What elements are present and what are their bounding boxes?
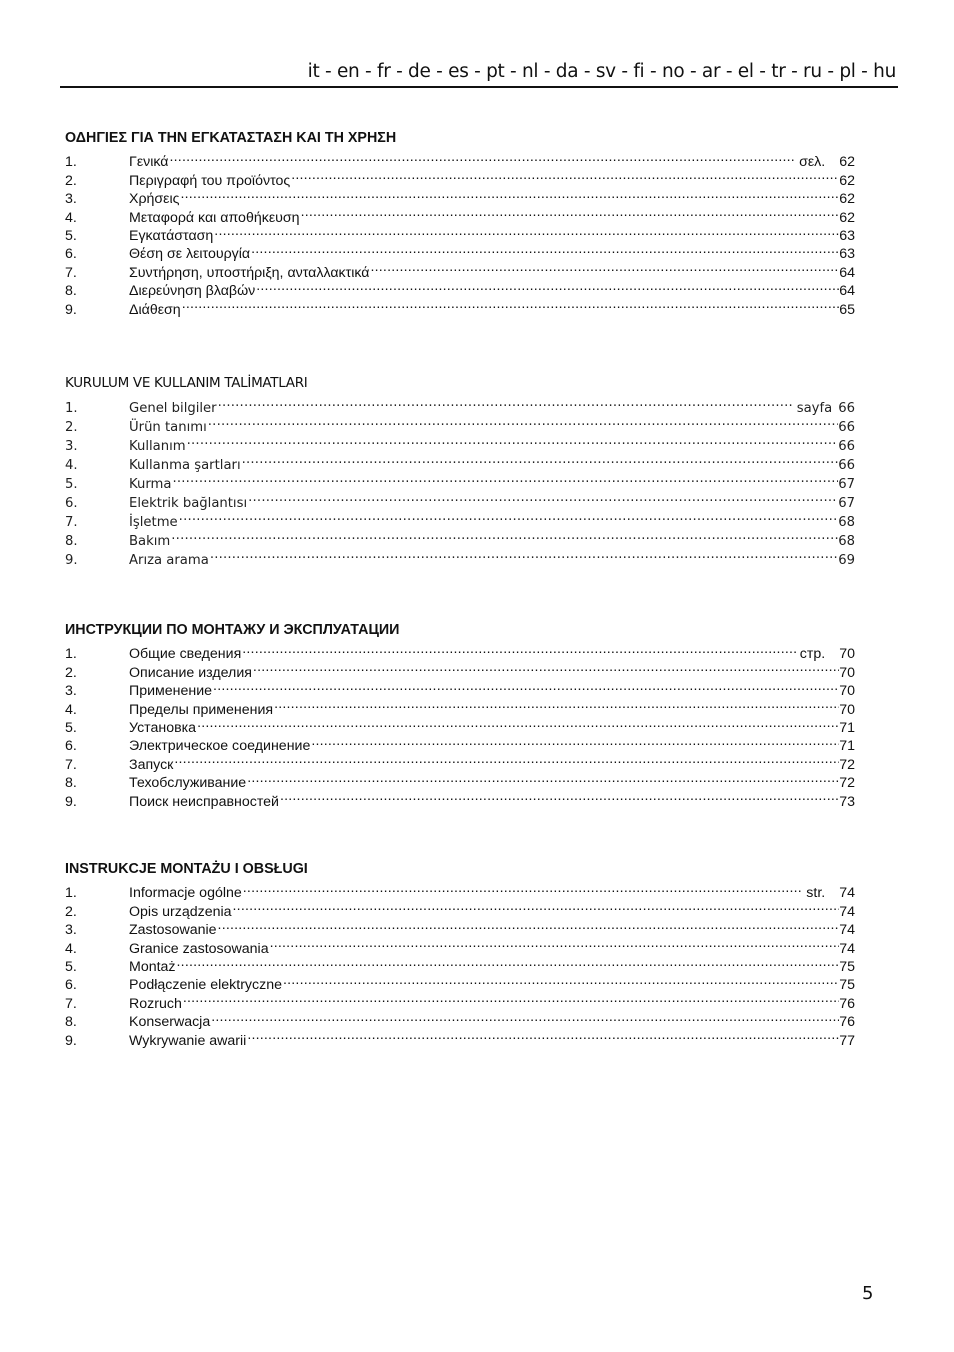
toc-item-label: Χρήσεις <box>129 191 180 208</box>
toc-section-turkish <box>65 373 855 568</box>
toc-item-page: 62 <box>839 209 855 226</box>
section-title: ИНСТРУКЦИИ ПО МОНТАЖУ И ЭКСПЛУАТАЦИИ <box>65 622 400 638</box>
language-header <box>60 58 898 88</box>
toc-item-page: 70 <box>839 646 855 663</box>
toc-row <box>65 750 855 773</box>
toc-item-number: 8. <box>65 1014 77 1031</box>
toc-item-page: 70 <box>839 664 855 681</box>
page-prefix: σελ. <box>799 154 826 171</box>
toc-item-number: 2. <box>65 664 77 681</box>
dot-leader <box>178 507 839 526</box>
toc-item-number: 8. <box>65 775 77 792</box>
toc-item-page: 66 <box>838 439 855 454</box>
toc-item-page: 75 <box>839 958 855 975</box>
toc-row <box>65 185 855 208</box>
toc-item-label: Описание изделия <box>129 664 252 681</box>
dot-leader <box>176 953 840 971</box>
dot-leader <box>279 787 839 805</box>
toc-item-label: Γενικά <box>129 154 169 171</box>
toc-item-number: 1. <box>65 154 77 171</box>
toc-item-label: Установка <box>129 719 197 736</box>
toc-item-label: Ürün tanımı <box>129 420 207 435</box>
dot-leader <box>196 714 839 732</box>
toc-item-label: Granice zastosowania <box>129 940 269 957</box>
dot-leader <box>273 695 839 713</box>
toc-row <box>65 166 855 189</box>
toc-item-label: Wykrywanie awarii <box>129 1032 247 1049</box>
toc-item-page: 63 <box>839 227 855 244</box>
toc-row <box>65 148 855 171</box>
toc-item-number: 4. <box>65 701 77 718</box>
toc-item-page: 77 <box>839 1032 855 1049</box>
dot-leader <box>207 412 838 431</box>
page-number: 5 <box>862 1283 874 1304</box>
toc-item-label: Opis urządzenia <box>129 903 232 920</box>
toc-item-page: 66 <box>838 458 855 473</box>
dot-leader <box>209 545 838 564</box>
toc-row <box>65 507 855 530</box>
toc-row <box>65 526 855 549</box>
page-prefix: str. <box>806 885 826 902</box>
toc-item-page: 74 <box>839 922 855 939</box>
dot-leader <box>310 732 839 750</box>
toc-item-label: Техобслуживание <box>129 775 247 792</box>
toc-item-page: 63 <box>839 246 855 263</box>
toc-item-number: 3. <box>65 922 77 939</box>
toc-item-page: 62 <box>839 191 855 208</box>
toc-item-page: 70 <box>839 683 855 700</box>
toc-item-page: 64 <box>839 264 855 281</box>
dot-leader <box>246 1026 839 1044</box>
dot-leader <box>252 658 839 676</box>
toc-item-number: 6. <box>65 977 77 994</box>
toc-item-label: Μεταφορά και αποθήκευση <box>129 209 300 226</box>
toc-item-number: 7. <box>65 264 77 281</box>
toc-item-label: Podłączenie elektryczne <box>129 977 282 994</box>
dot-leader <box>170 526 838 545</box>
toc-item-label: Elektrik bağlantısı <box>129 496 248 511</box>
toc-item-number: 9. <box>65 553 78 568</box>
toc-item-label: Rozruch <box>129 995 182 1012</box>
dot-leader <box>210 1008 839 1026</box>
dot-leader <box>250 240 839 258</box>
toc-item-page: 65 <box>839 301 855 318</box>
toc-item-label: Εγκατάσταση <box>129 227 214 244</box>
toc-item-number: 5. <box>65 719 77 736</box>
toc-item-number: 2. <box>65 172 77 189</box>
toc-item-number: 6. <box>65 738 77 755</box>
section-title: ΟΔΗΓΙΕΣ ΓΙΑ ΤΗΝ ΕΓΚΑΤΑΣΤΑΣΗ ΚΑΙ ΤΗ ΧΡΗΣΗ <box>65 130 397 146</box>
dot-leader <box>182 989 839 1007</box>
toc-item-number: 7. <box>65 995 77 1012</box>
toc-item-page: 67 <box>838 477 855 492</box>
toc-item-number: 1. <box>65 401 78 416</box>
toc-item-page: 67 <box>838 496 855 511</box>
toc-item-page: 72 <box>839 756 855 773</box>
toc-item-page: 69 <box>838 553 855 568</box>
dot-leader <box>180 185 840 203</box>
toc-item-page: 76 <box>839 1014 855 1031</box>
section-title: KURULUM VE KULLANIM TALİMATLARI <box>65 375 308 391</box>
toc-item-label: Genel bilgiler <box>129 401 217 416</box>
dot-leader <box>269 934 840 952</box>
dot-leader <box>282 971 839 989</box>
dot-leader <box>212 677 839 695</box>
section-title: INSTRUKCJE MONTAŻU I OBSŁUGI <box>65 861 308 877</box>
toc-item-label: Θέση σε λειτουργία <box>129 246 251 263</box>
toc-item-page: 70 <box>839 701 855 718</box>
toc-item-number: 4. <box>65 458 78 473</box>
toc-item-page: 71 <box>839 719 855 736</box>
toc-row <box>65 971 855 994</box>
toc-item-number: 2. <box>65 420 78 435</box>
toc-item-label: Kullanım <box>129 439 186 454</box>
toc-item-page: 76 <box>839 995 855 1012</box>
toc-item-label: Применение <box>129 683 213 700</box>
toc-item-number: 2. <box>65 903 77 920</box>
toc-item-page: 73 <box>839 793 855 810</box>
dot-leader <box>232 897 840 915</box>
dot-leader <box>169 148 796 166</box>
toc-item-number: 9. <box>65 301 77 318</box>
toc-item-number: 1. <box>65 885 77 902</box>
toc-row <box>65 469 855 492</box>
toc-item-page: 74 <box>839 903 855 920</box>
toc-section-russian <box>65 620 855 810</box>
toc-item-label: Διάθεση <box>129 301 181 318</box>
toc-item-page: 71 <box>839 738 855 755</box>
dot-leader <box>213 222 839 240</box>
toc-item-page: 74 <box>839 940 855 957</box>
dot-leader <box>370 258 840 276</box>
toc-item-number: 7. <box>65 515 78 530</box>
dot-leader <box>181 295 840 313</box>
toc-item-number: 8. <box>65 534 78 549</box>
toc-item-page: 64 <box>839 283 855 300</box>
dot-leader <box>217 916 840 934</box>
toc-row <box>65 488 855 511</box>
toc-item-label: Περιγραφή του προϊόντος <box>129 172 291 189</box>
toc-item-number: 3. <box>65 439 78 454</box>
dot-leader <box>173 750 839 768</box>
toc-row <box>65 295 855 318</box>
toc-item-number: 6. <box>65 496 78 511</box>
toc-item-page: 62 <box>839 154 855 171</box>
toc-item-label: Konserwacja <box>129 1014 211 1031</box>
toc-row <box>65 769 855 792</box>
language-list: it - en - fr - de - es - pt - nl - da - sv - fi - no - ar - el - tr - ru - pl - hu <box>307 61 896 82</box>
toc-item-label: Запуск <box>129 756 174 773</box>
dot-leader <box>186 431 839 450</box>
toc-item-number: 4. <box>65 209 77 226</box>
dot-leader <box>255 277 839 295</box>
toc-item-number: 5. <box>65 477 78 492</box>
toc-item-label: Bakım <box>129 534 171 549</box>
dot-leader <box>217 393 793 412</box>
toc-item-number: 8. <box>65 283 77 300</box>
toc-item-number: 5. <box>65 958 77 975</box>
page-prefix: стр. <box>799 646 826 663</box>
toc-item-number: 6. <box>65 246 77 263</box>
toc-item-page: 68 <box>838 515 855 530</box>
toc-item-number: 1. <box>65 646 77 663</box>
dot-leader <box>242 879 803 897</box>
toc-item-label: Пределы применения <box>129 701 274 718</box>
page-prefix: sayfa <box>796 401 833 416</box>
toc-item-label: Arıza arama <box>129 553 209 568</box>
toc-row <box>65 953 855 975</box>
toc-item-label: Общие сведения <box>129 646 242 663</box>
toc-row <box>65 1008 855 1031</box>
toc-item-page: 72 <box>839 775 855 792</box>
toc-item-number: 3. <box>65 683 77 700</box>
toc-item-page: 62 <box>839 172 855 189</box>
toc-item-page: 66 <box>838 401 855 416</box>
toc-item-label: İşletme <box>129 515 178 530</box>
dot-leader <box>171 469 838 488</box>
toc-item-label: Kullanma şartları <box>129 458 241 473</box>
toc-item-page: 75 <box>839 977 855 994</box>
toc-item-label: Διερεύνηση βλαβών <box>129 283 256 300</box>
dot-leader <box>241 450 839 469</box>
toc-item-number: 9. <box>65 793 77 810</box>
toc-item-label: Συντήρηση, υποστήριξη, ανταλλακτικά <box>129 264 370 281</box>
toc-row <box>65 393 855 416</box>
toc-item-label: Kurma <box>129 477 172 492</box>
toc-item-label: Электрическое соединение <box>129 738 311 755</box>
toc-item-label: Поиск неисправностей <box>129 793 279 810</box>
toc-row <box>65 640 855 663</box>
toc-row <box>65 989 855 1012</box>
toc-row <box>65 879 855 902</box>
toc-item-label: Zastosowanie <box>129 922 217 939</box>
toc-item-number: 5. <box>65 227 77 244</box>
toc-row <box>65 545 855 568</box>
dot-leader <box>300 203 840 221</box>
dot-leader <box>247 488 838 507</box>
toc-item-page: 74 <box>839 885 855 902</box>
toc-item-number: 3. <box>65 191 77 208</box>
toc-item-page: 68 <box>838 534 855 549</box>
dot-leader <box>246 769 839 787</box>
toc-section-greek <box>65 128 855 318</box>
dot-leader <box>290 166 839 184</box>
toc-item-number: 7. <box>65 756 77 773</box>
toc-item-label: Informacje ogólne <box>129 885 242 902</box>
toc-section-polish <box>65 859 855 1049</box>
toc-row <box>65 203 855 226</box>
toc-item-label: Montaż <box>129 958 176 975</box>
toc-item-page: 66 <box>838 420 855 435</box>
dot-leader <box>241 640 796 658</box>
toc-item-number: 9. <box>65 1032 77 1049</box>
toc-item-number: 4. <box>65 940 77 957</box>
